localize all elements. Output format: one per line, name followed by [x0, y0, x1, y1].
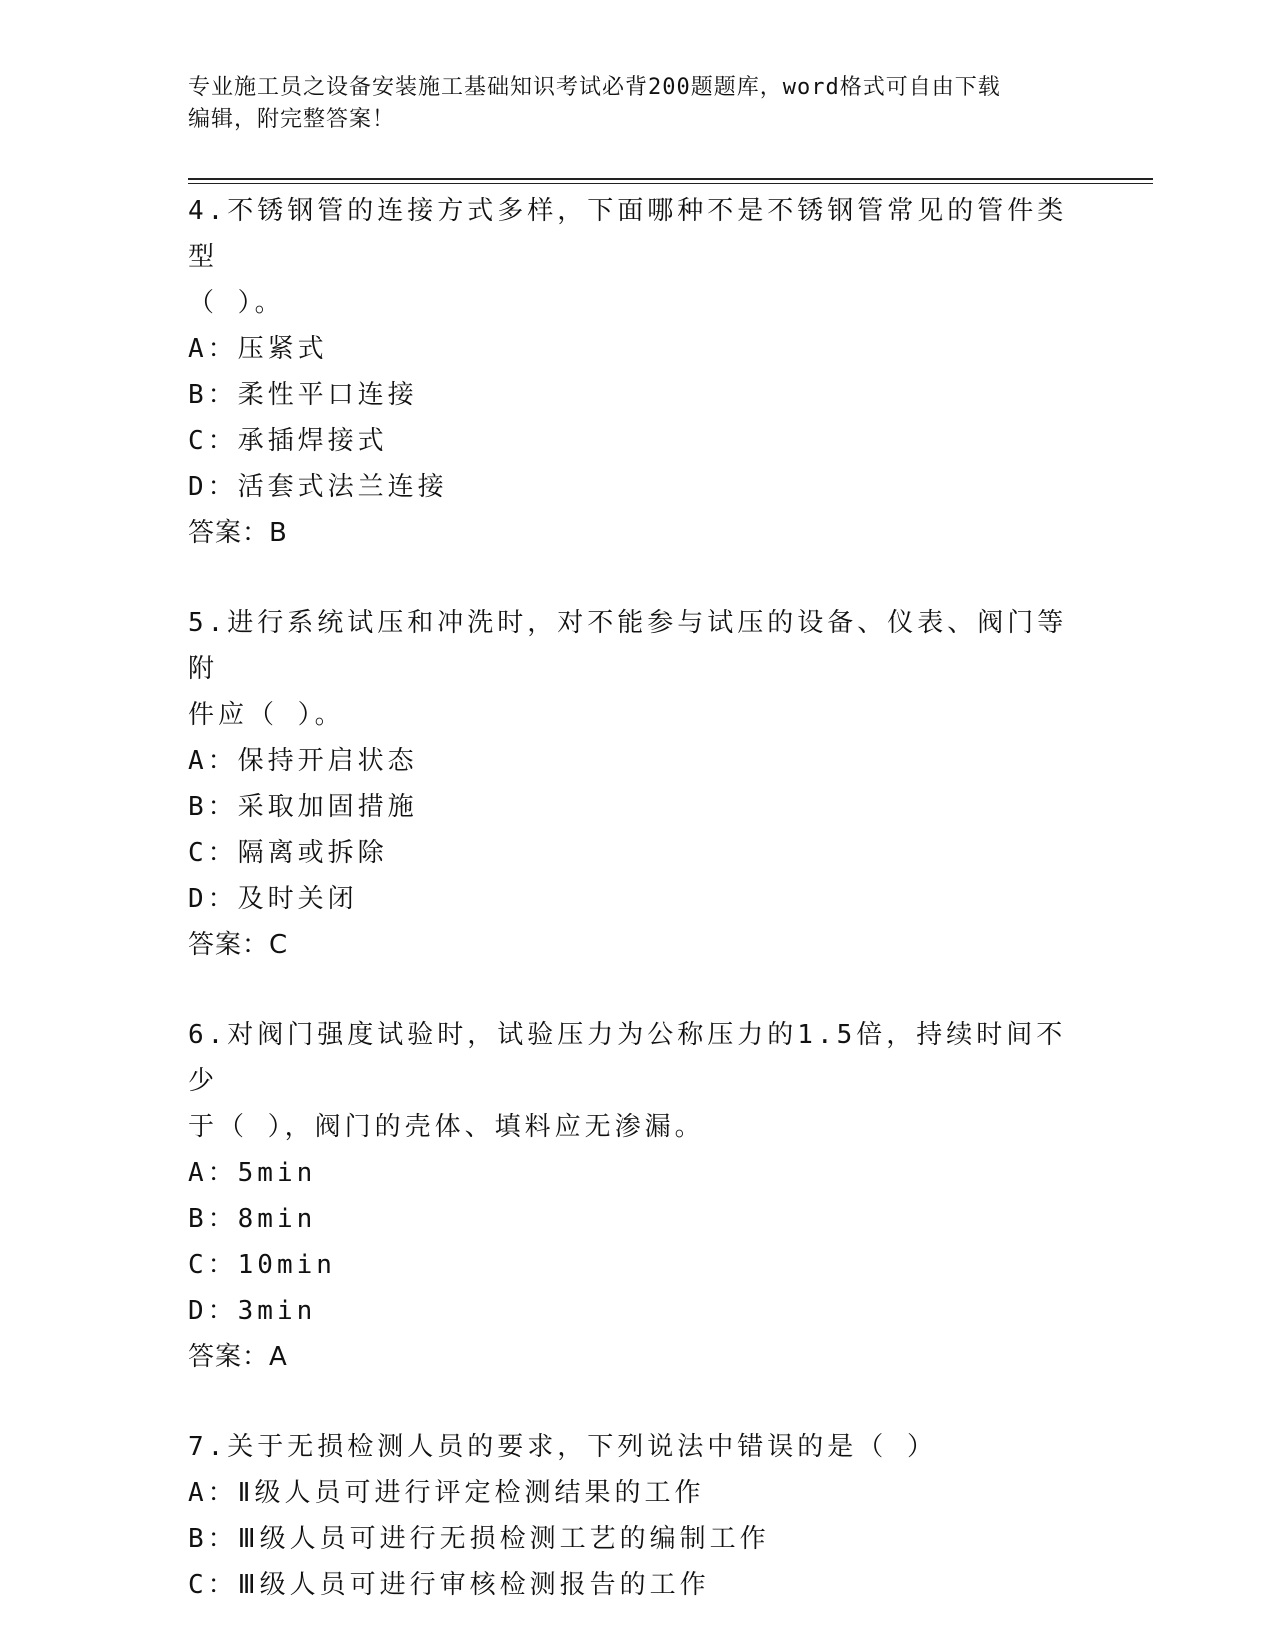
header-line-1: 专业施工员之设备安装施工基础知识考试必背200题题库，word格式可自由下载	[188, 75, 1001, 100]
option-a: A：压紧式	[188, 334, 328, 364]
question-text: 7.关于无损检测人员的要求，下列说法中错误的是（ ）	[188, 1432, 937, 1462]
option-d: D：及时关闭	[188, 884, 358, 914]
question-text-cont: 于（ ），阀门的壳体、填料应无渗漏。	[188, 1112, 705, 1142]
option-d: D：活套式法兰连接	[188, 472, 448, 502]
question-5	[188, 600, 1088, 968]
question-list	[188, 188, 1088, 1652]
question-4	[188, 188, 1088, 556]
question-7	[188, 1424, 1088, 1608]
question-text-cont: （ ）。	[188, 288, 285, 318]
question-text-cont: 件应（ ）。	[188, 700, 345, 730]
answer: 答案：A	[188, 1342, 288, 1372]
option-b: B：采取加固措施	[188, 792, 418, 822]
option-c: C：隔离或拆除	[188, 838, 388, 868]
question-text: 6.对阀门强度试验时，试验压力为公称压力的1.5倍，持续时间不少	[188, 1020, 1067, 1096]
option-d: D：3min	[188, 1296, 317, 1326]
option-a: A：保持开启状态	[188, 746, 418, 776]
question-text: 4.不锈钢管的连接方式多样，下面哪种不是不锈钢管常见的管件类型	[188, 196, 1068, 272]
question-text: 5.进行系统试压和冲洗时，对不能参与试压的设备、仪表、阀门等附	[188, 608, 1068, 684]
option-c: C：承插焊接式	[188, 426, 388, 456]
option-c: C：10min	[188, 1250, 336, 1280]
option-b: B：柔性平口连接	[188, 380, 418, 410]
header-divider-thin	[188, 183, 1153, 184]
option-b: B：8min	[188, 1204, 317, 1234]
header-line-2: 编辑，附完整答案！	[188, 107, 396, 132]
option-a: A：5min	[188, 1158, 317, 1188]
question-6	[188, 1012, 1088, 1380]
option-b: B：Ⅲ级人员可进行无损检测工艺的编制工作	[188, 1524, 770, 1554]
answer: 答案：C	[188, 930, 289, 960]
header-divider-thick	[188, 178, 1153, 180]
document-header	[188, 72, 1088, 136]
option-c: C：Ⅲ级人员可进行审核检测报告的工作	[188, 1570, 710, 1600]
option-a: A：Ⅱ级人员可进行评定检测结果的工作	[188, 1478, 705, 1508]
answer: 答案：B	[188, 518, 288, 548]
